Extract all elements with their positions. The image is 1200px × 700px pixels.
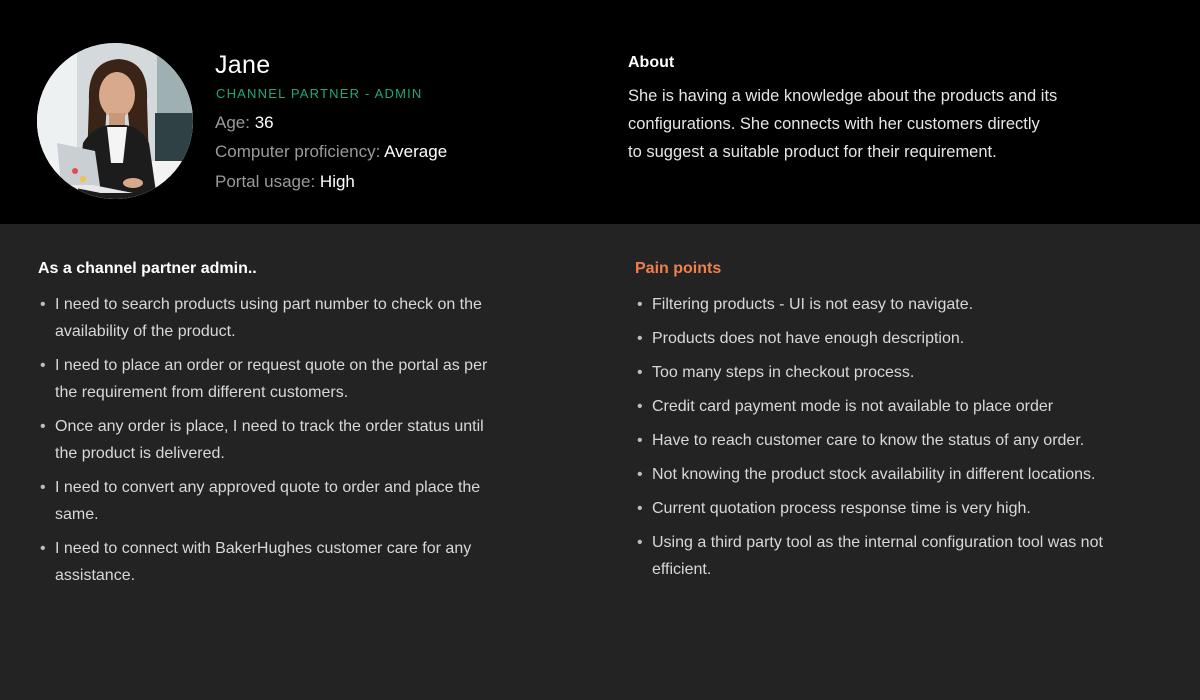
list-item <box>635 325 1105 352</box>
bullet-icon: • <box>40 418 46 435</box>
age-value: 36 <box>254 113 274 132</box>
bullet-icon: • <box>637 534 643 551</box>
bullet-icon: • <box>40 296 46 313</box>
proficiency-value: Average <box>384 142 448 161</box>
pain-points-section <box>635 259 1105 590</box>
needs-item-text: I need to search products using part number to check on the availability of the product. <box>55 296 482 340</box>
needs-title: As a channel partner admin.. <box>38 260 257 277</box>
list-item <box>635 393 1105 420</box>
needs-item-text: Once any order is place, I need to track the order status until the product is delivered. <box>55 418 484 462</box>
age-label: Age: <box>215 113 250 132</box>
needs-item-text: I need to connect with BakerHughes customer care for any assistance. <box>55 540 472 584</box>
pain-item-text: Have to reach customer care to know the status of any order. <box>652 432 1085 449</box>
about-title: About <box>628 54 675 71</box>
pain-points-title: Pain points <box>635 260 722 277</box>
list-item <box>38 352 508 406</box>
proficiency-label: Computer proficiency: <box>215 142 381 161</box>
list-item <box>635 359 1105 386</box>
persona-photo-icon <box>37 43 193 199</box>
pain-item-text: Current quotation process response time is very high. <box>652 500 1031 517</box>
avatar <box>37 43 193 199</box>
list-item <box>38 474 508 528</box>
list-item <box>635 291 1105 318</box>
list-item <box>635 427 1105 454</box>
pain-item-text: Not knowing the product stock availability in different locations. <box>652 466 1096 483</box>
list-item <box>635 461 1105 488</box>
bullet-icon: • <box>40 540 46 557</box>
persona-age <box>215 113 274 133</box>
list-item <box>38 535 508 589</box>
needs-item-text: I need to place an order or request quote on the portal as per the requirement from different customers. <box>55 357 488 401</box>
persona-header <box>0 0 1200 224</box>
persona-usage <box>215 172 355 192</box>
pain-item-text: Filtering products - UI is not easy to navigate. <box>652 296 974 313</box>
pain-item-text: Credit card payment mode is not available to place order <box>652 398 1054 415</box>
needs-item-text: I need to convert any approved quote to order and place the same. <box>55 479 481 523</box>
bullet-icon: • <box>637 296 643 313</box>
pain-item-text: Using a third party tool as the internal configuration tool was not efficient. <box>652 534 1103 578</box>
bullet-icon: • <box>40 479 46 496</box>
pain-item-text: Too many steps in checkout process. <box>652 364 915 381</box>
list-item <box>635 495 1105 522</box>
persona-role: CHANNEL PARTNER - ADMIN <box>216 86 423 101</box>
bullet-icon: • <box>637 466 643 483</box>
list-item <box>38 291 508 345</box>
pain-points-list <box>635 291 1105 583</box>
bullet-icon: • <box>637 364 643 381</box>
bullet-icon: • <box>637 330 643 347</box>
pain-item-text: Products does not have enough description. <box>652 330 965 347</box>
persona-proficiency <box>215 142 447 162</box>
persona-name: Jane <box>215 51 271 79</box>
bullet-icon: • <box>637 500 643 517</box>
needs-section <box>38 259 508 596</box>
usage-value: High <box>319 172 355 191</box>
about-text: She is having a wide knowledge about the products and its configurations. She connects with her customers directly to suggest a suitable product for their requirement. <box>628 87 1058 161</box>
bullet-icon: • <box>40 357 46 374</box>
needs-list <box>38 291 508 589</box>
usage-label: Portal usage: <box>215 172 316 191</box>
bullet-icon: • <box>637 432 643 449</box>
list-item <box>38 413 508 467</box>
bullet-icon: • <box>637 398 643 415</box>
list-item <box>635 529 1105 583</box>
